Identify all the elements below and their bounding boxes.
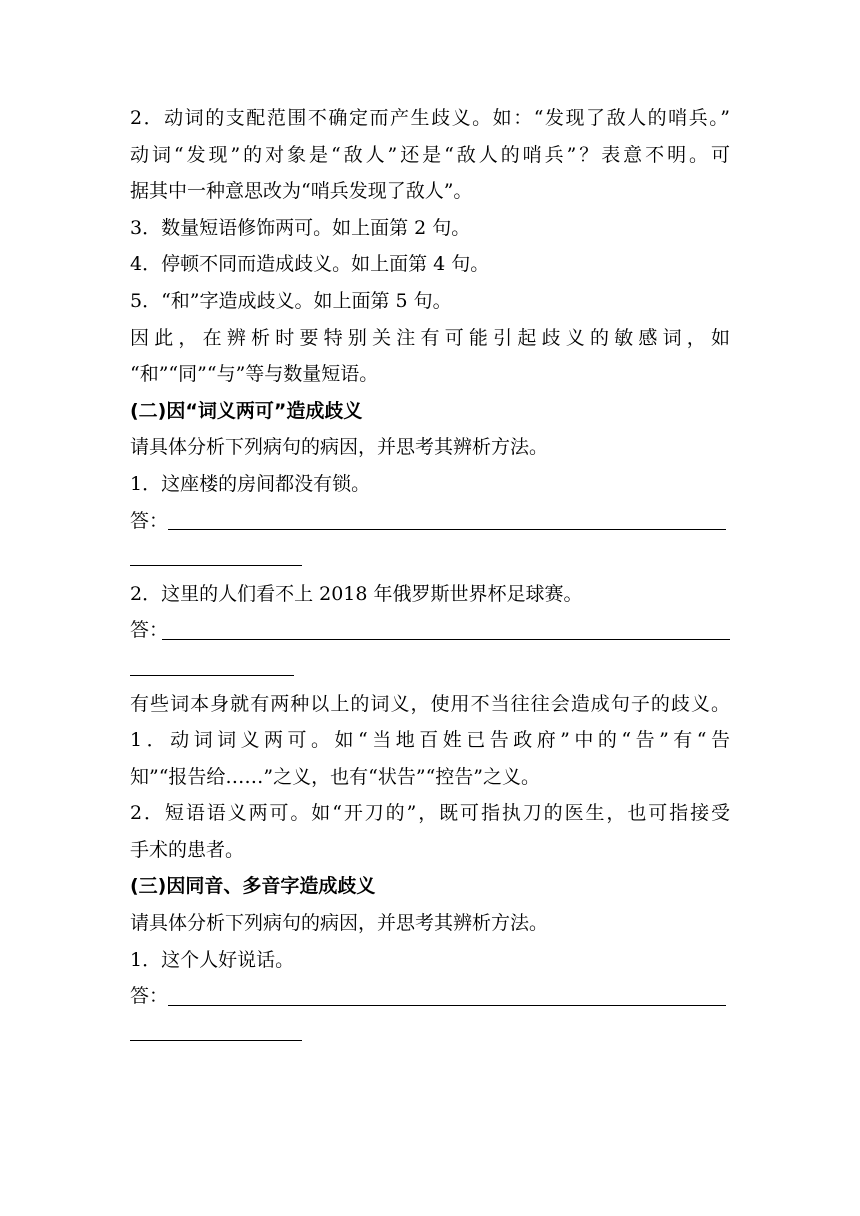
paragraph-line: 3．数量短语修饰两可。如上面第 2 句。 (130, 216, 471, 239)
instruction-line: 请具体分析下列病句的病因，并思考其辨析方法。 (130, 436, 549, 459)
paragraph-line: 2．动词的支配范围不确定而产生歧义。如：“发现了敌人的哨兵。” (130, 107, 730, 129)
answer-blank-line (130, 565, 302, 566)
paragraph-line: 知”“报告给……”之义，也有“状告”“控告”之义。 (130, 765, 540, 788)
paragraph-line: “和”“同”“与”等与数量短语。 (130, 363, 379, 386)
answer-blank-line (162, 639, 730, 640)
answer-blank-line (130, 1040, 302, 1041)
answer-field[interactable] (130, 503, 730, 540)
question-item: 1．这个人好说话。 (130, 948, 295, 971)
question-item: 2．这里的人们看不上 2018 年俄罗斯世界杯足球赛。 (130, 582, 583, 605)
answer-field[interactable] (130, 978, 730, 1015)
paragraph-line: 2．短语语义两可。如“开刀的”，既可指执刀的医生，也可指接受 (130, 802, 730, 825)
paragraph-line: 动词“发现”的对象是“敌人”还是“敌人的哨兵”？表意不明。可 (130, 143, 730, 166)
answer-field[interactable] (130, 612, 730, 649)
instruction-line: 请具体分析下列病句的病因，并思考其辨析方法。 (130, 912, 549, 935)
answer-label: 答： (130, 509, 169, 532)
paragraph-line: 据其中一种意思改为“哨兵发现了敌人”。 (130, 180, 473, 203)
paragraph-line: 因此，在辨析时要特别关注有可能引起歧义的敏感词，如 (130, 326, 730, 349)
document-page (130, 100, 730, 1051)
paragraph-line: 1．动词词义两可。如“当地百姓已告政府”中的“告”有“告 (130, 729, 730, 752)
answer-blank-line (130, 675, 294, 676)
paragraph-line: 手术的患者。 (130, 838, 245, 861)
answer-blank-line (168, 529, 726, 530)
answer-label: 答： (130, 985, 169, 1008)
answer-blank-line (168, 1005, 726, 1006)
answer-field-continuation[interactable] (130, 649, 730, 686)
answer-label: 答： (130, 619, 169, 642)
section-heading: (二)因“词义两可”造成歧义 (130, 399, 363, 422)
answer-field-continuation[interactable] (130, 539, 730, 576)
answer-field-continuation[interactable] (130, 1015, 730, 1052)
paragraph-line: 5．“和”字造成歧义。如上面第 5 句。 (130, 289, 452, 312)
paragraph-line: 4．停顿不同而造成歧义。如上面第 4 句。 (130, 253, 490, 276)
section-heading: (三)因同音、多音字造成歧义 (130, 875, 376, 898)
paragraph-line: 有些词本身就有两种以上的词义，使用不当往往会造成句子的歧义。 (130, 692, 730, 715)
question-item: 1．这座楼的房间都没有锁。 (130, 472, 371, 495)
